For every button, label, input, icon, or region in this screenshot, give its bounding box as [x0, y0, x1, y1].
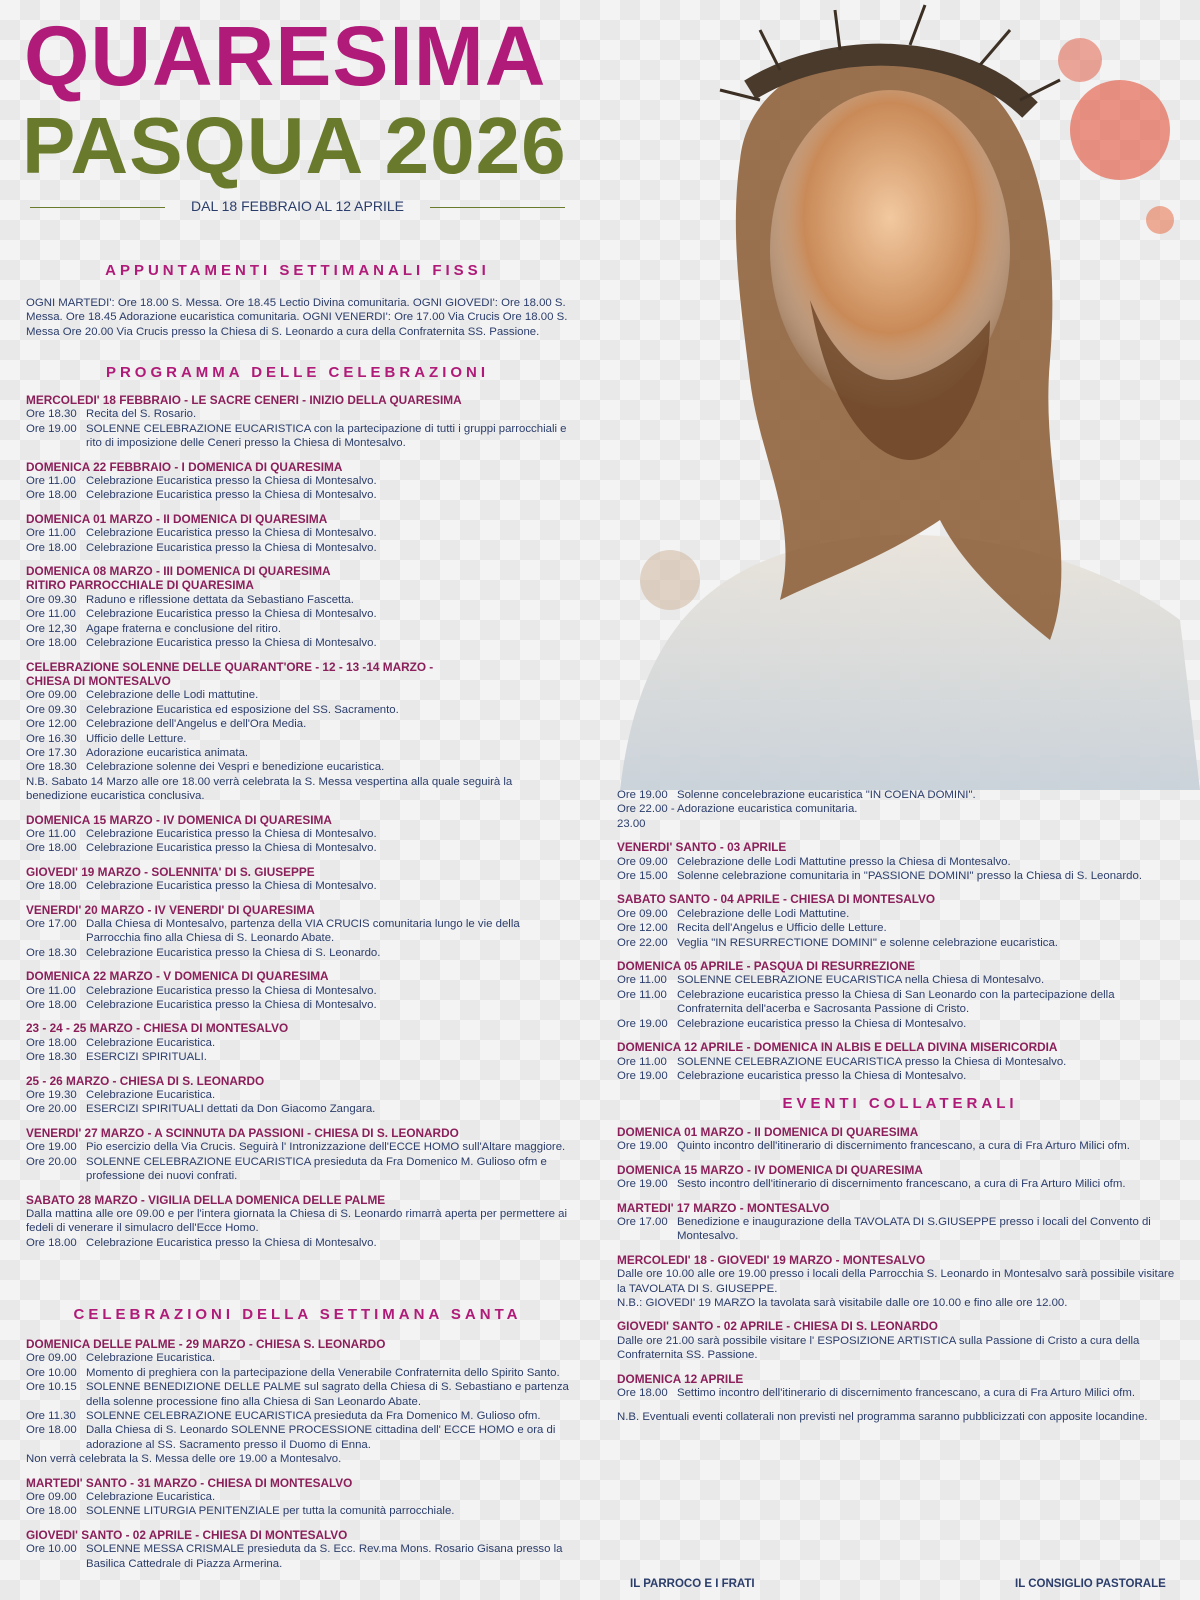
event-heading: MARTEDI' 17 MARZO - MONTESALVO — [617, 1200, 830, 1215]
schedule-row — [617, 1017, 1177, 1031]
schedule-row — [26, 488, 572, 502]
holy-week-continued-list — [617, 788, 1177, 1092]
schedule-row — [26, 593, 572, 607]
schedule-description: Celebrazione solenne dei Vespri e benedizione eucaristica. — [86, 761, 385, 774]
footer-parroco: IL PARROCO E I FRATI — [630, 1578, 755, 1590]
schedule-time: Ore 10.15 — [26, 1381, 77, 1394]
section-title-program: PROGRAMMA DELLE CELEBRAZIONI — [105, 364, 490, 381]
schedule-time: Ore 11.00 — [617, 974, 667, 987]
event-intro: Dalle ore 21.00 sarà possibile visitare l' ESPOSIZIONE ARTISTICA sulla Passione di Cristo a cura della Confraternita SS. Passione. — [617, 1334, 1140, 1362]
event-block — [617, 892, 1177, 950]
schedule-description: Solenne celebrazione comunitaria in "PASSIONE DOMINI" presso la Chiesa di S. Leonardo. — [677, 870, 1142, 883]
event-intro: Dalla mattina alle ore 09.00 e per l'intera giornata la Chiesa di S. Leonardo rimarrà aperta per permettere ai fedeli di venerare il simulacro dell'Ecce Homo. — [26, 1207, 567, 1235]
schedule-description: SOLENNE CELEBRAZIONE EUCARISTICA presieduta da Fra Domenico M. Gulioso ofm. — [86, 1410, 541, 1423]
event-block — [26, 393, 572, 451]
event-block — [617, 959, 1177, 1031]
event-block — [617, 1201, 1177, 1244]
schedule-row — [26, 1155, 572, 1184]
schedule-row — [26, 422, 572, 451]
schedule-time: Ore 09.30 — [26, 593, 77, 606]
event-block — [617, 1253, 1177, 1311]
schedule-description: Celebrazione Eucaristica. — [86, 1352, 216, 1365]
schedule-description: Quinto incontro dell'itinerario di discernimento francescano, a cura di Fra Arturo Milici ofm. — [677, 1140, 1130, 1153]
event-heading: DOMENICA 08 MARZO - III DOMENICA DI QUARESIMA — [26, 564, 331, 579]
schedule-row — [26, 703, 572, 717]
schedule-description: Settimo incontro dell'itinerario di discernimento francescano, a cura di Fra Arturo Milici ofm. — [677, 1387, 1135, 1400]
event-subheading: CHIESA DI MONTESALVO — [26, 673, 171, 688]
event-heading: SABATO 28 MARZO - VIGILIA DELLA DOMENICA DELLE PALME — [26, 1192, 386, 1207]
schedule-description: Agape fraterna e conclusione del ritiro. — [86, 622, 282, 635]
schedule-row — [26, 998, 572, 1012]
fixed-appointments-text — [26, 296, 572, 339]
event-heading: DOMENICA 15 MARZO - IV DOMENICA DI QUARESIMA — [26, 812, 332, 827]
event-note: N.B.: GIOVEDI' 19 MARZO la tavolata sarà visitabile dalle ore 10.00 e fino alle ore 12.00. — [617, 1297, 1068, 1310]
schedule-row — [617, 936, 1177, 950]
schedule-description: Raduno e riflessione dettata da Sebastiano Fascetta. — [86, 593, 354, 606]
event-heading: DOMENICA 05 APRILE - PASQUA DI RESURREZIONE — [617, 959, 916, 974]
schedule-description: SOLENNE MESSA CRISMALE presieduta da S. Ecc. Rev.ma Mons. Rosario Gisana presso la Basilica Cattedrale di Piazza Armerina. — [86, 1543, 563, 1570]
event-heading: MARTEDI' SANTO - 31 MARZO - CHIESA DI MONTESALVO — [26, 1475, 353, 1490]
schedule-time: Ore 18.00 — [26, 637, 77, 650]
event-block — [26, 1074, 572, 1117]
schedule-description: Celebrazione eucaristica presso la Chiesa di Montesalvo. — [677, 1069, 967, 1082]
schedule-time: Ore 19.00 — [617, 1017, 668, 1030]
schedule-row — [26, 407, 572, 421]
schedule-row — [26, 636, 572, 650]
event-heading: VENERDI' SANTO - 03 APRILE — [617, 840, 787, 855]
event-block — [26, 969, 572, 1012]
schedule-time: Ore 11.00 — [26, 475, 76, 488]
schedule-description: Dalla Chiesa di S. Leonardo SOLENNE PROCESSIONE cittadina dell' ECCE HOMO e ora di adorazione al SS. Sacramento presso il Duomo di Enna. — [86, 1424, 556, 1451]
schedule-time: Ore 18.00 — [26, 880, 77, 893]
schedule-time: Ore 20.00 — [26, 1103, 77, 1116]
schedule-description: Pio esercizio della Via Crucis. Seguirà l' Intronizzazione dell'ECCE HOMO sull'Altare maggiore. — [86, 1141, 566, 1154]
events-list — [617, 1125, 1177, 1424]
schedule-description: Veglia "IN RESURRECTIONE DOMINI" e solenne celebrazione eucaristica. — [677, 936, 1058, 949]
schedule-time: Ore 19.00 — [26, 1141, 77, 1154]
schedule-time: Ore 18.30 — [26, 761, 77, 774]
schedule-description: SOLENNE CELEBRAZIONE EUCARISTICA presso la Chiesa di Montesalvo. — [677, 1055, 1067, 1068]
schedule-row — [26, 1380, 572, 1409]
event-block — [26, 903, 572, 961]
schedule-row — [26, 1351, 572, 1365]
schedule-row — [26, 1102, 572, 1116]
event-note: Non verrà celebrata la S. Messa delle ore 19.00 a Montesalvo. — [26, 1453, 342, 1466]
schedule-description: Celebrazione dell'Angelus e dell'Ora Media. — [86, 718, 307, 731]
schedule-description: Celebrazione Eucaristica presso la Chiesa di Montesalvo. — [86, 827, 377, 840]
schedule-row — [26, 688, 572, 702]
jesus-crown-of-thorns-illustration — [580, 0, 1200, 790]
schedule-row — [26, 1504, 572, 1518]
schedule-row — [26, 1409, 572, 1423]
schedule-description: Celebrazione Eucaristica presso la Chiesa di Montesalvo. — [86, 1236, 377, 1249]
schedule-row — [26, 1423, 572, 1452]
schedule-time: Ore 11.00 — [617, 988, 667, 1001]
schedule-time: Ore 17.30 — [26, 746, 77, 759]
event-heading: MERCOLEDI' 18 - GIOVEDI' 19 MARZO - MONTESALVO — [617, 1252, 926, 1267]
schedule-row — [26, 1490, 572, 1504]
schedule-description: Dalla Chiesa di Montesalvo, partenza della VIA CRUCIS comunitaria lungo le vie della Parrocchia fino alla Chiesa di S. Leonardo Abate. — [86, 918, 520, 945]
schedule-time: Ore 18.00 — [26, 489, 77, 502]
schedule-row — [26, 622, 572, 636]
schedule-row — [26, 1050, 572, 1064]
holy-week-list — [26, 1337, 572, 1580]
event-block — [26, 460, 572, 503]
event-heading: VENERDI' 27 MARZO - A SCINNUTA DA PASSIONI - CHIESA DI S. LEONARDO — [26, 1125, 459, 1140]
schedule-description: Momento di preghiera con la partecipazione della Venerabile Confraternita dello Spirito Santo. — [86, 1366, 560, 1379]
section-title-holy-week: CELEBRAZIONI DELLA SETTIMANA SANTA — [73, 1306, 522, 1323]
event-note: N.B. Sabato 14 Marzo alle ore 18.00 verrà celebrata la S. Messa vespertina alla quale seguirà la benedizione eucaristica conclusiva. — [26, 775, 513, 803]
schedule-row — [617, 788, 1177, 802]
schedule-row — [26, 746, 572, 760]
schedule-description: Celebrazione delle Lodi Mattutine presso la Chiesa di Montesalvo. — [677, 855, 1011, 868]
schedule-description: SOLENNE LITURGIA PENITENZIALE per tutta la comunità parrocchiale. — [86, 1505, 455, 1518]
schedule-row — [26, 827, 572, 841]
schedule-description: Celebrazione delle Lodi mattutine. — [86, 689, 259, 702]
schedule-description: Recita del S. Rosario. — [86, 408, 197, 421]
schedule-row — [617, 907, 1177, 921]
schedule-description: ESERCIZI SPIRITUALI dettati da Don Giacomo Zangara. — [86, 1103, 376, 1116]
event-heading: MERCOLEDI' 18 FEBBRAIO - LE SACRE CENERI - INIZIO DELLA QUARESIMA — [26, 393, 462, 407]
schedule-row — [617, 973, 1177, 987]
event-heading: DOMENICA 22 MARZO - V DOMENICA DI QUARESIMA — [26, 969, 329, 984]
schedule-time: Ore 11.30 — [26, 1410, 76, 1423]
schedule-time: Ore 11.00 — [26, 608, 76, 621]
schedule-time: Ore 22.00 - 23.00 — [617, 803, 675, 830]
schedule-row — [26, 1236, 572, 1250]
schedule-row — [617, 855, 1177, 869]
schedule-description: Celebrazione Eucaristica. — [86, 1491, 216, 1504]
schedule-time: Ore 17.00 — [617, 1216, 668, 1229]
event-block — [26, 512, 572, 555]
schedule-row — [617, 988, 1177, 1017]
schedule-time: Ore 18.30 — [26, 408, 77, 421]
schedule-row — [617, 869, 1177, 883]
schedule-description: Ufficio delle Letture. — [86, 732, 187, 745]
schedule-time: Ore 12.00 — [617, 922, 668, 935]
events-note: N.B. Eventuali eventi collaterali non previsti nel programma saranno pubblicizzati con apposite locandine. — [617, 1410, 1148, 1423]
schedule-time: Ore 22.00 — [617, 936, 668, 949]
schedule-row — [26, 541, 572, 555]
schedule-time: Ore 19.00 — [26, 422, 77, 435]
event-block — [26, 1337, 572, 1467]
date-range: DAL 18 FEBBRAIO AL 12 APRILE — [30, 198, 565, 214]
schedule-row — [26, 841, 572, 855]
schedule-description: Celebrazione Eucaristica presso la Chiesa di Montesalvo. — [86, 489, 377, 502]
schedule-description: Celebrazione Eucaristica presso la Chiesa di Montesalvo. — [86, 527, 377, 540]
schedule-time: Ore 18.30 — [26, 946, 77, 959]
schedule-description: Celebrazione Eucaristica. — [86, 1089, 216, 1102]
event-block — [617, 1372, 1177, 1401]
schedule-time: Ore 19.00 — [617, 1178, 668, 1191]
schedule-row — [617, 1069, 1177, 1083]
event-block — [617, 840, 1177, 883]
schedule-time: Ore 17.00 — [26, 918, 77, 930]
schedule-description: Adorazione eucaristica comunitaria. — [677, 803, 858, 816]
schedule-time: Ore 09.00 — [617, 907, 668, 920]
schedule-description: Solenne concelebrazione eucaristica "IN COENA DOMINI". — [677, 789, 976, 801]
schedule-description: SOLENNE CELEBRAZIONE EUCARISTICA presieduta da Fra Domenico M. Gulioso ofm e professione dei nuovi confrati. — [86, 1155, 547, 1183]
schedule-time: Ore 09.00 — [26, 1352, 77, 1365]
schedule-time: Ore 09.00 — [26, 689, 77, 702]
schedule-description: Celebrazione Eucaristica presso la Chiesa di Montesalvo. — [86, 475, 377, 488]
schedule-row — [26, 717, 572, 731]
schedule-time: Ore 18.00 — [26, 999, 77, 1012]
event-block — [26, 813, 572, 856]
schedule-time: Ore 18.00 — [26, 1424, 77, 1437]
schedule-time: Ore 19.00 — [617, 789, 668, 801]
event-block — [617, 1125, 1177, 1154]
schedule-description: SOLENNE CELEBRAZIONE EUCARISTICA con la partecipazione di tutti i gruppi parrocchiali e rito di imposizione delle Ceneri presso la Chiesa di Montesalvo. — [86, 422, 567, 450]
schedule-time: Ore 16.30 — [26, 732, 77, 745]
event-heading: 23 - 24 - 25 MARZO - CHIESA DI MONTESALVO — [26, 1021, 289, 1036]
event-heading: DOMENICA 15 MARZO - IV DOMENICA DI QUARESIMA — [617, 1162, 923, 1177]
section-title-events: EVENTI COLLATERALI — [782, 1095, 1018, 1112]
program-list — [26, 393, 572, 1259]
event-block — [26, 865, 572, 894]
schedule-description: Celebrazione Eucaristica presso la Chiesa di Montesalvo. — [86, 541, 377, 554]
schedule-description: Celebrazione Eucaristica presso la Chiesa di Montesalvo. — [86, 637, 377, 650]
event-heading: CELEBRAZIONE SOLENNE DELLE QUARANT'ORE - 12 - 13 -14 MARZO - — [26, 659, 434, 674]
schedule-time: Ore 18.00 — [26, 541, 77, 554]
event-heading: 25 - 26 MARZO - CHIESA DI S. LEONARDO — [26, 1073, 265, 1088]
event-block — [26, 1476, 572, 1519]
event-block — [617, 1319, 1177, 1362]
schedule-description: SOLENNE BENEDIZIONE DELLE PALME sul sagrato della Chiesa di S. Sebastiano e partenza della solenne processione fino alla Chiesa di San Leonardo Abate. — [86, 1381, 569, 1408]
event-block — [26, 1193, 572, 1251]
schedule-row — [26, 760, 572, 774]
schedule-row — [26, 1366, 572, 1380]
event-heading: DOMENICA 01 MARZO - II DOMENICA DI QUARESIMA — [617, 1125, 919, 1139]
event-heading: SABATO SANTO - 04 APRILE - CHIESA DI MONTESALVO — [617, 892, 936, 907]
event-heading: DOMENICA 01 MARZO - II DOMENICA DI QUARESIMA — [26, 511, 328, 526]
schedule-description: Recita dell'Angelus e Ufficio delle Letture. — [677, 922, 887, 935]
schedule-row — [617, 1139, 1177, 1153]
schedule-description: Celebrazione Eucaristica presso la Chiesa di Montesalvo. — [86, 608, 377, 621]
schedule-description: SOLENNE CELEBRAZIONE EUCARISTICA nella Chiesa di Montesalvo. — [677, 974, 1045, 987]
event-block — [617, 1040, 1177, 1083]
schedule-row — [617, 921, 1177, 935]
event-heading: DOMENICA 12 APRILE — [617, 1371, 744, 1386]
schedule-time: Ore 11.00 — [26, 827, 76, 840]
schedule-row — [26, 1140, 572, 1154]
schedule-row — [617, 1386, 1177, 1400]
schedule-description: Celebrazione Eucaristica. — [86, 1036, 216, 1049]
schedule-description: Benedizione e inaugurazione della TAVOLATA DI S.GIUSEPPE presso i locali del Convento di Montesalvo. — [677, 1216, 1151, 1243]
schedule-description: Celebrazione Eucaristica presso la Chiesa di S. Leonardo. — [86, 946, 381, 959]
event-intro: Dalle ore 10.00 alle ore 19.00 presso i locali della Parrocchia S. Leonardo in Montesalvo sarà possibile visitare la TAVOLATA DI S. GIUSEPPE. — [617, 1268, 1175, 1295]
schedule-time: Ore 18.00 — [26, 1036, 77, 1049]
event-heading: GIOVEDI' SANTO - 02 APRILE - CHIESA DI MONTESALVO — [26, 1527, 348, 1542]
schedule-row — [26, 1542, 572, 1571]
schedule-description: Celebrazione delle Lodi Mattutine. — [677, 907, 850, 920]
title-quaresima: QUARESIMA — [24, 9, 547, 103]
schedule-time: Ore 12.00 — [26, 718, 77, 731]
schedule-row — [26, 732, 572, 746]
schedule-time: Ore 19.00 — [617, 1140, 668, 1153]
schedule-description: Sesto incontro dell'itinerario di discernimento francescano, a cura di Fra Arturo Milici ofm. — [677, 1178, 1126, 1191]
schedule-time: Ore 09.30 — [26, 703, 77, 716]
schedule-row — [26, 984, 572, 998]
schedule-time: Ore 09.00 — [26, 1491, 77, 1504]
schedule-row — [26, 917, 572, 946]
fixed-text: OGNI MARTEDI': Ore 18.00 S. Messa. Ore 18.45 Lectio Divina comunitaria. OGNI GIOVEDI': Ore 18.00 S. Messa. Ore 18.45 Adorazione eucaristica comunitaria. OGNI VENERDI': Ore 17.00 Via Crucis Ore 18.00 S. Messa Ore 20.00 Via Crucis presso la Chiesa di S. Leonardo a cura della Confraternita SS. Passione. — [26, 297, 568, 338]
schedule-time: Ore 18.00 — [26, 1505, 77, 1518]
event-block — [26, 660, 572, 804]
schedule-row — [26, 1088, 572, 1102]
schedule-description: Adorazione eucaristica animata. — [86, 746, 249, 759]
schedule-time: Ore 18.00 — [26, 842, 77, 855]
schedule-time: Ore 20.00 — [26, 1155, 77, 1168]
schedule-time: Ore 18.00 — [26, 1236, 77, 1249]
schedule-time: Ore 12,30 — [26, 622, 77, 635]
schedule-description: Celebrazione Eucaristica presso la Chiesa di Montesalvo. — [86, 880, 377, 893]
event-block — [617, 788, 1177, 831]
schedule-row — [617, 1215, 1177, 1244]
schedule-time: Ore 11.00 — [617, 1055, 667, 1068]
schedule-row — [26, 607, 572, 621]
footer-consiglio: IL CONSIGLIO PASTORALE — [1015, 1578, 1166, 1590]
schedule-time: Ore 11.00 — [26, 527, 76, 540]
schedule-time: Ore 10.00 — [26, 1366, 77, 1379]
schedule-description: Celebrazione eucaristica presso la Chiesa di San Leonardo con la partecipazione della Confraternita dell'acerba e Sacrosanta Passione di Cristo. — [677, 988, 1115, 1016]
schedule-time: Ore 11.00 — [26, 984, 76, 997]
event-block — [26, 1021, 572, 1064]
schedule-description: Celebrazione Eucaristica ed esposizione del SS. Sacramento. — [86, 703, 399, 716]
schedule-description: Celebrazione eucaristica presso la Chiesa di Montesalvo. — [677, 1017, 967, 1030]
schedule-time: Ore 19.30 — [26, 1089, 77, 1102]
schedule-time: Ore 18.30 — [26, 1051, 77, 1064]
title-pasqua: PASQUA 2026 — [22, 101, 567, 190]
schedule-row — [26, 526, 572, 540]
schedule-row — [26, 946, 572, 960]
schedule-time: Ore 09.00 — [617, 855, 668, 868]
event-heading: GIOVEDI' 19 MARZO - SOLENNITA' DI S. GIUSEPPE — [26, 864, 315, 879]
schedule-row — [26, 474, 572, 488]
event-block — [617, 1163, 1177, 1192]
schedule-description: Celebrazione Eucaristica presso la Chiesa di Montesalvo. — [86, 999, 377, 1012]
schedule-time: Ore 15.00 — [617, 870, 668, 883]
schedule-row — [617, 1055, 1177, 1069]
schedule-description: Celebrazione Eucaristica presso la Chiesa di Montesalvo. — [86, 842, 377, 855]
event-block — [26, 1528, 572, 1571]
event-heading: GIOVEDI' SANTO - 02 APRILE - CHIESA DI S. LEONARDO — [617, 1319, 938, 1334]
section-title-fixed: APPUNTAMENTI SETTIMANALI FISSI — [105, 262, 490, 279]
schedule-row — [26, 1036, 572, 1050]
schedule-description: ESERCIZI SPIRITUALI. — [86, 1051, 207, 1064]
event-subheading: RITIRO PARROCCHIALE DI QUARESIMA — [26, 578, 254, 593]
event-heading: DOMENICA DELLE PALME - 29 MARZO - CHIESA S. LEONARDO — [26, 1337, 386, 1351]
schedule-time: Ore 18.00 — [617, 1387, 668, 1400]
event-block — [26, 1126, 572, 1184]
schedule-row — [617, 802, 1177, 831]
schedule-description: Celebrazione Eucaristica presso la Chiesa di Montesalvo. — [86, 984, 377, 997]
event-heading: DOMENICA 12 APRILE - DOMENICA IN ALBIS E DELLA DIVINA MISERICORDIA — [617, 1040, 1058, 1055]
event-heading: VENERDI' 20 MARZO - IV VENERDI' DI QUARESIMA — [26, 902, 315, 917]
schedule-time: Ore 19.00 — [617, 1069, 668, 1082]
schedule-time: Ore 10.00 — [26, 1543, 77, 1556]
schedule-row — [617, 1177, 1177, 1191]
event-block — [26, 564, 572, 650]
schedule-row — [26, 879, 572, 893]
event-heading: DOMENICA 22 FEBBRAIO - I DOMENICA DI QUARESIMA — [26, 459, 343, 474]
